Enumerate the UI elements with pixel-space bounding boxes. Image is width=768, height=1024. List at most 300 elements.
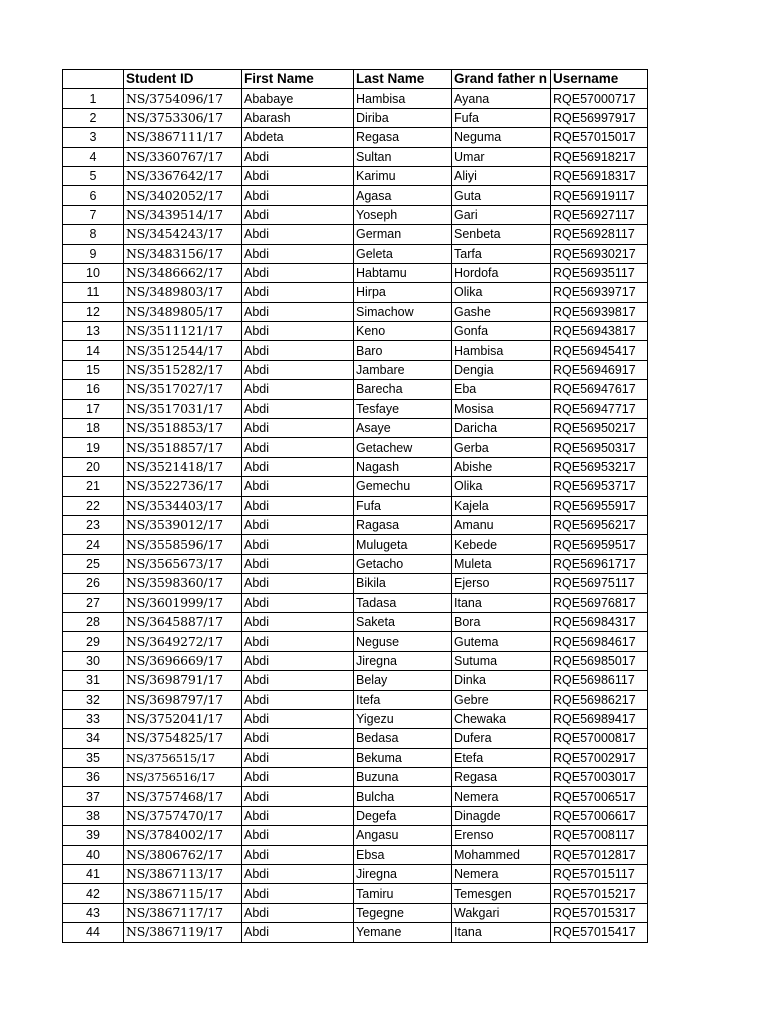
header-row (63, 70, 648, 89)
first-name-cell: Abdi (242, 884, 354, 903)
row-number-cell: 27 (63, 593, 124, 612)
first-name-cell: Abdi (242, 360, 354, 379)
table-row (63, 865, 648, 884)
row-number-cell: 16 (63, 380, 124, 399)
username-cell: RQE56927117 (551, 205, 648, 224)
last-name-cell: Buzuna (354, 768, 452, 787)
grandfather-name-cell: Neguma (452, 128, 551, 147)
row-number-cell: 36 (63, 768, 124, 787)
first-name-cell: Abdi (242, 651, 354, 670)
last-name-cell: Jiregna (354, 651, 452, 670)
username-cell: RQE56918317 (551, 166, 648, 185)
student-id-cell: NS/3539012/17 (124, 515, 242, 534)
table-row (63, 283, 648, 302)
grandfather-name-cell: Dinagde (452, 806, 551, 825)
last-name-cell: Habtamu (354, 263, 452, 282)
grandfather-name-cell: Bora (452, 612, 551, 631)
last-name-cell: Mulugeta (354, 535, 452, 554)
grandfather-name-cell: Temesgen (452, 884, 551, 903)
first-name-cell: Abdi (242, 205, 354, 224)
grandfather-name-cell: Gebre (452, 690, 551, 709)
grandfather-name-cell: Itana (452, 593, 551, 612)
table-row (63, 302, 648, 321)
table-row (63, 709, 648, 728)
last-name-cell: Bulcha (354, 787, 452, 806)
last-name-cell: Itefa (354, 690, 452, 709)
table-row (63, 574, 648, 593)
grandfather-name-cell: Gonfa (452, 322, 551, 341)
username-cell: RQE57015017 (551, 128, 648, 147)
first-name-cell: Abdi (242, 419, 354, 438)
first-name-cell: Abdi (242, 166, 354, 185)
last-name-cell: Saketa (354, 612, 452, 631)
grandfather-name-cell: Kajela (452, 496, 551, 515)
last-name-cell: Gemechu (354, 477, 452, 496)
username-cell: RQE57015317 (551, 903, 648, 922)
row-number-cell: 28 (63, 612, 124, 631)
student-id-cell: NS/3645887/17 (124, 612, 242, 631)
first-name-cell: Abdi (242, 477, 354, 496)
last-name-cell: Bekuma (354, 748, 452, 767)
header-grandfather-name: Grand father n (452, 70, 551, 89)
student-table (62, 69, 648, 943)
username-cell: RQE57003017 (551, 768, 648, 787)
last-name-cell: Karimu (354, 166, 452, 185)
first-name-cell: Abdi (242, 399, 354, 418)
grandfather-name-cell: Nemera (452, 865, 551, 884)
student-id-cell: NS/3752041/17 (124, 709, 242, 728)
table-row (63, 554, 648, 573)
row-number-cell: 6 (63, 186, 124, 205)
table-row (63, 671, 648, 690)
first-name-cell: Abdi (242, 147, 354, 166)
student-id-cell: NS/3698791/17 (124, 671, 242, 690)
last-name-cell: Fufa (354, 496, 452, 515)
row-number-cell: 31 (63, 671, 124, 690)
student-id-cell: NS/3806762/17 (124, 845, 242, 864)
first-name-cell: Abdi (242, 923, 354, 942)
table-row (63, 923, 648, 942)
first-name-cell: Abdi (242, 302, 354, 321)
student-id-cell: NS/3517031/17 (124, 399, 242, 418)
table-row (63, 380, 648, 399)
row-number-cell: 41 (63, 865, 124, 884)
username-cell: RQE56945417 (551, 341, 648, 360)
last-name-cell: Yemane (354, 923, 452, 942)
row-number-cell: 43 (63, 903, 124, 922)
grandfather-name-cell: Sutuma (452, 651, 551, 670)
table-row (63, 147, 648, 166)
last-name-cell: Diriba (354, 108, 452, 127)
student-id-cell: NS/3517027/17 (124, 380, 242, 399)
table-row (63, 457, 648, 476)
row-number-cell: 9 (63, 244, 124, 263)
username-cell: RQE56986117 (551, 671, 648, 690)
table-row (63, 787, 648, 806)
grandfather-name-cell: Senbeta (452, 225, 551, 244)
username-cell: RQE56939817 (551, 302, 648, 321)
grandfather-name-cell: Umar (452, 147, 551, 166)
student-id-cell: NS/3601999/17 (124, 593, 242, 612)
first-name-cell: Abdi (242, 496, 354, 515)
last-name-cell: Simachow (354, 302, 452, 321)
username-cell: RQE56984317 (551, 612, 648, 631)
row-number-cell: 8 (63, 225, 124, 244)
table-row (63, 612, 648, 631)
table-row (63, 108, 648, 127)
username-cell: RQE56976817 (551, 593, 648, 612)
table-row (63, 477, 648, 496)
student-id-cell: NS/3649272/17 (124, 632, 242, 651)
last-name-cell: Asaye (354, 419, 452, 438)
student-id-cell: NS/3489803/17 (124, 283, 242, 302)
grandfather-name-cell: Ayana (452, 89, 551, 108)
student-id-cell: NS/3867115/17 (124, 884, 242, 903)
last-name-cell: Getacho (354, 554, 452, 573)
grandfather-name-cell: Erenso (452, 826, 551, 845)
row-number-cell: 20 (63, 457, 124, 476)
row-number-cell: 11 (63, 283, 124, 302)
first-name-cell: Abdi (242, 457, 354, 476)
last-name-cell: Hirpa (354, 283, 452, 302)
last-name-cell: Geleta (354, 244, 452, 263)
student-id-cell: NS/3598360/17 (124, 574, 242, 593)
first-name-cell: Abdi (242, 845, 354, 864)
username-cell: RQE56997917 (551, 108, 648, 127)
first-name-cell: Abarash (242, 108, 354, 127)
table-row (63, 806, 648, 825)
grandfather-name-cell: Etefa (452, 748, 551, 767)
first-name-cell: Abdi (242, 380, 354, 399)
table-row (63, 903, 648, 922)
last-name-cell: Angasu (354, 826, 452, 845)
grandfather-name-cell: Hambisa (452, 341, 551, 360)
table-row (63, 322, 648, 341)
username-cell: RQE56935117 (551, 263, 648, 282)
row-number-cell: 22 (63, 496, 124, 515)
student-id-cell: NS/3522736/17 (124, 477, 242, 496)
last-name-cell: Regasa (354, 128, 452, 147)
grandfather-name-cell: Dengia (452, 360, 551, 379)
student-id-cell: NS/3515282/17 (124, 360, 242, 379)
table-row (63, 845, 648, 864)
header-index (63, 70, 124, 89)
grandfather-name-cell: Mosisa (452, 399, 551, 418)
grandfather-name-cell: Tarfa (452, 244, 551, 263)
username-cell: RQE57015217 (551, 884, 648, 903)
username-cell: RQE56946917 (551, 360, 648, 379)
username-cell: RQE56943817 (551, 322, 648, 341)
row-number-cell: 25 (63, 554, 124, 573)
table-row (63, 225, 648, 244)
grandfather-name-cell: Gerba (452, 438, 551, 457)
table-row (63, 632, 648, 651)
row-number-cell: 14 (63, 341, 124, 360)
username-cell: RQE56939717 (551, 283, 648, 302)
last-name-cell: Tadasa (354, 593, 452, 612)
last-name-cell: Hambisa (354, 89, 452, 108)
student-id-cell: NS/3867113/17 (124, 865, 242, 884)
row-number-cell: 26 (63, 574, 124, 593)
username-cell: RQE56955917 (551, 496, 648, 515)
grandfather-name-cell: Dufera (452, 729, 551, 748)
table-row (63, 884, 648, 903)
grandfather-name-cell: Muleta (452, 554, 551, 573)
first-name-cell: Abdi (242, 574, 354, 593)
grandfather-name-cell: Guta (452, 186, 551, 205)
username-cell: RQE56919117 (551, 186, 648, 205)
student-id-cell: NS/3756515/17 (124, 748, 242, 767)
student-id-cell: NS/3486662/17 (124, 263, 242, 282)
row-number-cell: 33 (63, 709, 124, 728)
grandfather-name-cell: Amanu (452, 515, 551, 534)
last-name-cell: Agasa (354, 186, 452, 205)
row-number-cell: 23 (63, 515, 124, 534)
last-name-cell: Bikila (354, 574, 452, 593)
username-cell: RQE57006517 (551, 787, 648, 806)
last-name-cell: Jambare (354, 360, 452, 379)
first-name-cell: Abdi (242, 768, 354, 787)
student-id-cell: NS/3367642/17 (124, 166, 242, 185)
table-row (63, 186, 648, 205)
first-name-cell: Abdi (242, 632, 354, 651)
table-row (63, 166, 648, 185)
row-number-cell: 15 (63, 360, 124, 379)
row-number-cell: 17 (63, 399, 124, 418)
row-number-cell: 19 (63, 438, 124, 457)
student-id-cell: NS/3489805/17 (124, 302, 242, 321)
first-name-cell: Abdi (242, 748, 354, 767)
row-number-cell: 35 (63, 748, 124, 767)
row-number-cell: 34 (63, 729, 124, 748)
grandfather-name-cell: Fufa (452, 108, 551, 127)
first-name-cell: Abdi (242, 341, 354, 360)
first-name-cell: Abdi (242, 826, 354, 845)
row-number-cell: 39 (63, 826, 124, 845)
first-name-cell: Abdi (242, 225, 354, 244)
last-name-cell: Yigezu (354, 709, 452, 728)
row-number-cell: 42 (63, 884, 124, 903)
username-cell: RQE56947717 (551, 399, 648, 418)
table-row (63, 535, 648, 554)
last-name-cell: Nagash (354, 457, 452, 476)
row-number-cell: 18 (63, 419, 124, 438)
grandfather-name-cell: Ejerso (452, 574, 551, 593)
student-id-cell: NS/3757470/17 (124, 806, 242, 825)
student-id-cell: NS/3698797/17 (124, 690, 242, 709)
student-id-cell: NS/3439514/17 (124, 205, 242, 224)
student-id-cell: NS/3360767/17 (124, 147, 242, 166)
student-id-cell: NS/3754825/17 (124, 729, 242, 748)
last-name-cell: Degefa (354, 806, 452, 825)
student-id-cell: NS/3518853/17 (124, 419, 242, 438)
table-row (63, 399, 648, 418)
table-row (63, 438, 648, 457)
student-id-cell: NS/3753306/17 (124, 108, 242, 127)
grandfather-name-cell: Hordofa (452, 263, 551, 282)
username-cell: RQE56918217 (551, 147, 648, 166)
row-number-cell: 38 (63, 806, 124, 825)
row-number-cell: 1 (63, 89, 124, 108)
username-cell: RQE56947617 (551, 380, 648, 399)
grandfather-name-cell: Itana (452, 923, 551, 942)
grandfather-name-cell: Gashe (452, 302, 551, 321)
student-id-cell: NS/3518857/17 (124, 438, 242, 457)
student-id-cell: NS/3534403/17 (124, 496, 242, 515)
student-id-cell: NS/3867117/17 (124, 903, 242, 922)
grandfather-name-cell: Mohammed (452, 845, 551, 864)
username-cell: RQE56956217 (551, 515, 648, 534)
first-name-cell: Abdi (242, 244, 354, 263)
first-name-cell: Abdi (242, 612, 354, 631)
grandfather-name-cell: Gari (452, 205, 551, 224)
grandfather-name-cell: Olika (452, 283, 551, 302)
row-number-cell: 13 (63, 322, 124, 341)
last-name-cell: German (354, 225, 452, 244)
last-name-cell: Ebsa (354, 845, 452, 864)
row-number-cell: 7 (63, 205, 124, 224)
grandfather-name-cell: Nemera (452, 787, 551, 806)
username-cell: RQE56928117 (551, 225, 648, 244)
student-id-cell: NS/3512544/17 (124, 341, 242, 360)
grandfather-name-cell: Eba (452, 380, 551, 399)
row-number-cell: 12 (63, 302, 124, 321)
last-name-cell: Getachew (354, 438, 452, 457)
first-name-cell: Abdi (242, 903, 354, 922)
username-cell: RQE56975117 (551, 574, 648, 593)
first-name-cell: Abdi (242, 263, 354, 282)
table-row (63, 360, 648, 379)
row-number-cell: 29 (63, 632, 124, 651)
first-name-cell: Abdi (242, 865, 354, 884)
table-row (63, 690, 648, 709)
student-id-cell: NS/3756516/17 (124, 768, 242, 787)
first-name-cell: Abdi (242, 806, 354, 825)
row-number-cell: 24 (63, 535, 124, 554)
table-row (63, 419, 648, 438)
grandfather-name-cell: Wakgari (452, 903, 551, 922)
username-cell: RQE57008117 (551, 826, 648, 845)
grandfather-name-cell: Daricha (452, 419, 551, 438)
student-id-cell: NS/3511121/17 (124, 322, 242, 341)
table-row (63, 263, 648, 282)
username-cell: RQE56985017 (551, 651, 648, 670)
student-id-cell: NS/3454243/17 (124, 225, 242, 244)
grandfather-name-cell: Kebede (452, 535, 551, 554)
username-cell: RQE56986217 (551, 690, 648, 709)
table-row (63, 515, 648, 534)
username-cell: RQE57015417 (551, 923, 648, 942)
table-row (63, 244, 648, 263)
table-row (63, 496, 648, 515)
first-name-cell: Abdi (242, 515, 354, 534)
header-first-name: First Name (242, 70, 354, 89)
student-id-cell: NS/3784002/17 (124, 826, 242, 845)
username-cell: RQE56930217 (551, 244, 648, 263)
table-row (63, 748, 648, 767)
first-name-cell: Abdi (242, 593, 354, 612)
row-number-cell: 30 (63, 651, 124, 670)
table-row (63, 826, 648, 845)
first-name-cell: Abdi (242, 186, 354, 205)
first-name-cell: Abdi (242, 438, 354, 457)
table-row (63, 768, 648, 787)
table-row (63, 593, 648, 612)
first-name-cell: Abdi (242, 709, 354, 728)
grandfather-name-cell: Abishe (452, 457, 551, 476)
last-name-cell: Ragasa (354, 515, 452, 534)
first-name-cell: Abdi (242, 671, 354, 690)
row-number-cell: 21 (63, 477, 124, 496)
username-cell: RQE57000817 (551, 729, 648, 748)
student-id-cell: NS/3696669/17 (124, 651, 242, 670)
first-name-cell: Abdeta (242, 128, 354, 147)
row-number-cell: 32 (63, 690, 124, 709)
row-number-cell: 37 (63, 787, 124, 806)
username-cell: RQE56989417 (551, 709, 648, 728)
last-name-cell: Sultan (354, 147, 452, 166)
first-name-cell: Abdi (242, 690, 354, 709)
last-name-cell: Tegegne (354, 903, 452, 922)
row-number-cell: 4 (63, 147, 124, 166)
username-cell: RQE56984617 (551, 632, 648, 651)
row-number-cell: 44 (63, 923, 124, 942)
username-cell: RQE56953217 (551, 457, 648, 476)
header-student-id: Student ID (124, 70, 242, 89)
student-id-cell: NS/3558596/17 (124, 535, 242, 554)
last-name-cell: Barecha (354, 380, 452, 399)
username-cell: RQE56961717 (551, 554, 648, 573)
grandfather-name-cell: Aliyi (452, 166, 551, 185)
table-row (63, 341, 648, 360)
username-cell: RQE57002917 (551, 748, 648, 767)
grandfather-name-cell: Gutema (452, 632, 551, 651)
last-name-cell: Tamiru (354, 884, 452, 903)
student-id-cell: NS/3483156/17 (124, 244, 242, 263)
table-row (63, 128, 648, 147)
student-id-cell: NS/3565673/17 (124, 554, 242, 573)
student-id-cell: NS/3867111/17 (124, 128, 242, 147)
username-cell: RQE57000717 (551, 89, 648, 108)
last-name-cell: Jiregna (354, 865, 452, 884)
table-row (63, 729, 648, 748)
last-name-cell: Yoseph (354, 205, 452, 224)
student-id-cell: NS/3867119/17 (124, 923, 242, 942)
first-name-cell: Abdi (242, 554, 354, 573)
row-number-cell: 40 (63, 845, 124, 864)
header-last-name: Last Name (354, 70, 452, 89)
last-name-cell: Tesfaye (354, 399, 452, 418)
grandfather-name-cell: Olika (452, 477, 551, 496)
grandfather-name-cell: Regasa (452, 768, 551, 787)
username-cell: RQE56959517 (551, 535, 648, 554)
last-name-cell: Neguse (354, 632, 452, 651)
username-cell: RQE56950217 (551, 419, 648, 438)
row-number-cell: 10 (63, 263, 124, 282)
grandfather-name-cell: Chewaka (452, 709, 551, 728)
first-name-cell: Abdi (242, 729, 354, 748)
last-name-cell: Baro (354, 341, 452, 360)
header-username: Username (551, 70, 648, 89)
first-name-cell: Abdi (242, 283, 354, 302)
student-id-cell: NS/3754096/17 (124, 89, 242, 108)
username-cell: RQE57006617 (551, 806, 648, 825)
last-name-cell: Keno (354, 322, 452, 341)
grandfather-name-cell: Dinka (452, 671, 551, 690)
first-name-cell: Abdi (242, 787, 354, 806)
last-name-cell: Bedasa (354, 729, 452, 748)
username-cell: RQE57012817 (551, 845, 648, 864)
